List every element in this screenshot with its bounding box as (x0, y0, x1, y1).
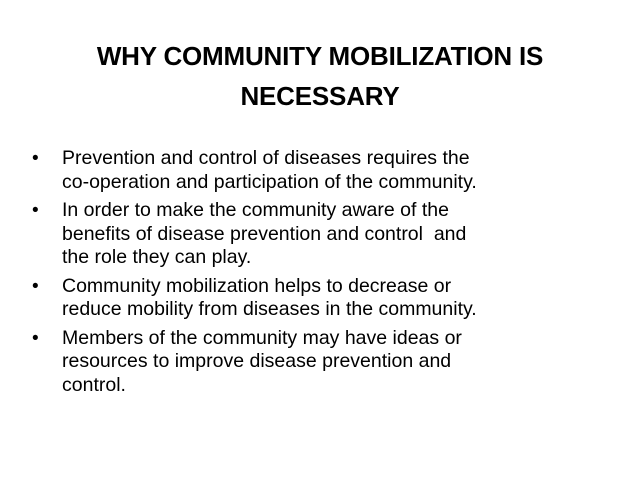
bullet-text (62, 199, 622, 270)
bullet-line: co-operation and participation of the community. (62, 170, 477, 193)
slide-title-line: WHY COMMUNITY MOBILIZATION IS (96, 41, 544, 71)
bullet-text (62, 327, 622, 398)
bullet-item (32, 199, 622, 270)
bullet-line: reduce mobility from diseases in the community. (62, 298, 477, 320)
slide-title-line: NECESSARY (240, 81, 400, 111)
bullet-line: benefits of disease prevention and control and (62, 222, 467, 245)
bullet-line: Prevention and control of diseases requires the (62, 147, 470, 169)
bullet-text (62, 147, 622, 194)
bullet-icon: • (32, 327, 39, 349)
bullet-text (62, 275, 622, 322)
bullet-icon: • (32, 200, 39, 221)
bullet-item (32, 327, 622, 398)
bullet-line: Members of the community may have ideas or (62, 326, 462, 349)
bullet-icon: • (32, 148, 39, 169)
bullet-icon: • (32, 275, 39, 297)
bullet-item (32, 275, 622, 322)
bullet-line: resources to improve disease prevention and (62, 350, 452, 372)
slide-title (40, 36, 600, 116)
bullet-line: In order to make the community aware of the (62, 199, 449, 221)
bullet-list (32, 147, 622, 402)
bullet-line: control. (62, 373, 126, 396)
bullet-line: the role they can play. (62, 246, 252, 268)
bullet-line: Community mobilization helps to decrease or (62, 274, 452, 297)
bullet-item (32, 147, 622, 194)
